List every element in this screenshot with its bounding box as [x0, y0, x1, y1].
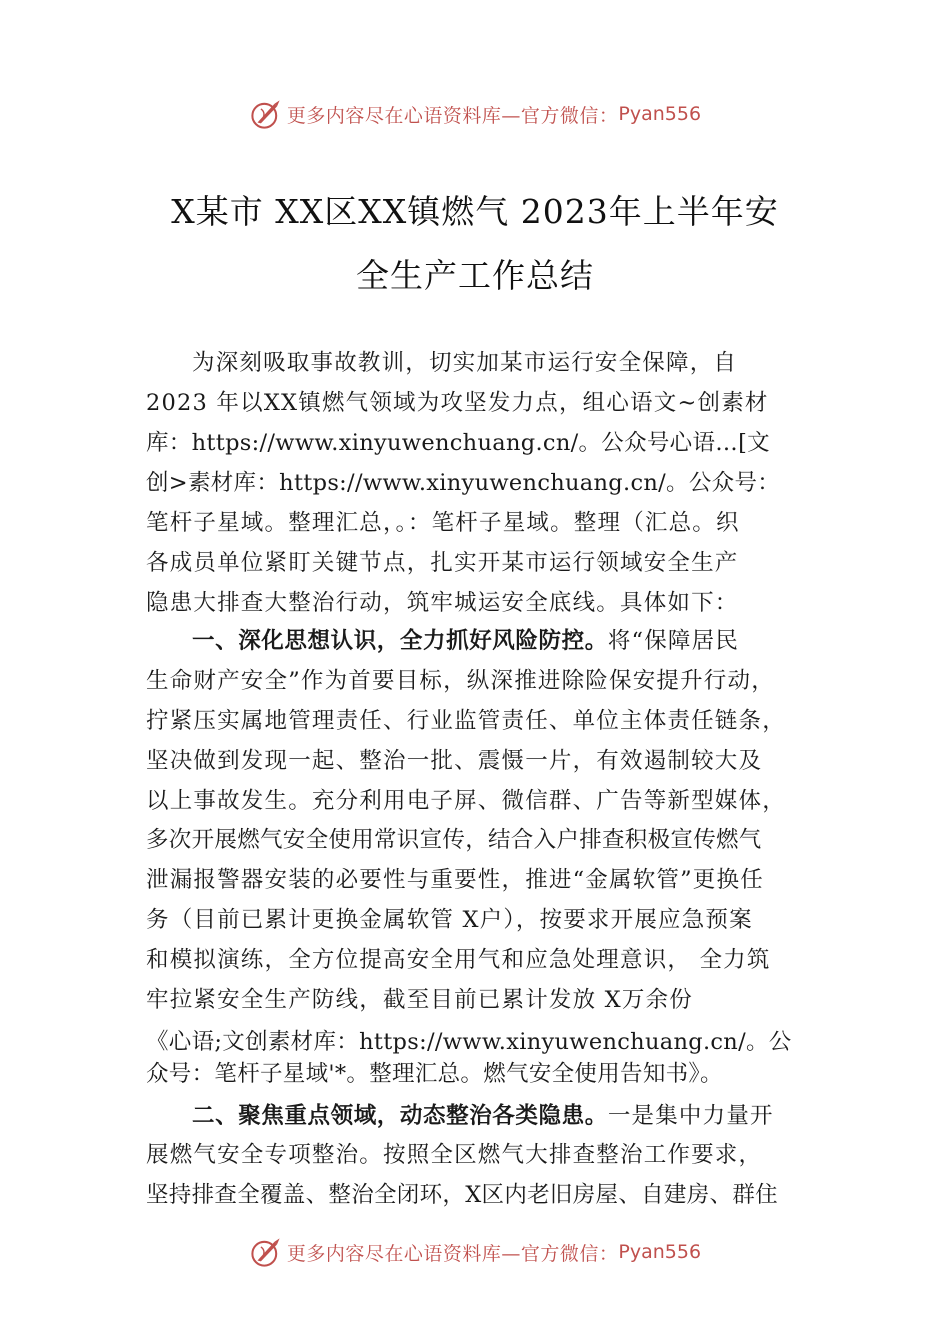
banner-text: 更多内容尽在心语资料库—官方微信：: [286, 1242, 619, 1265]
section-1-lead: 将“保障居民: [607, 628, 740, 654]
paragraph-line: 坚决做到发现一起、整治一批、震慑一片，有效遏制较大及: [146, 748, 763, 774]
header-banner: [0, 94, 950, 134]
paragraph-line: 众号：笔杆子星域'*。整理汇总。燃气安全使用告知书》。: [146, 1061, 723, 1087]
section-1-heading: 一、深化思想认识，全力抓好风险防控。: [192, 628, 608, 654]
section-2-lead: 一是集中力量开: [607, 1103, 774, 1129]
paragraph-line: 笔杆子星域。整理汇总，。：笔杆子星域。整理（汇总。织: [146, 510, 740, 536]
paragraph-line: 拧紧压实属地管理责任、行业监管责任、单位主体责任链条，: [146, 708, 786, 734]
section-2-first-line: [192, 1101, 836, 1131]
paragraph-line: 生命财产安全”作为首要目标，纵深推进除险保安提升行动，: [146, 668, 775, 694]
footer-banner: [0, 1232, 950, 1272]
paragraph-line: 隐患大排查大整治行动，筑牢城运安全底线。具体如下：: [146, 590, 739, 616]
paragraph-line: 2023 年以XX镇燃气领域为攻坚发力点，组心语文~创素材: [146, 390, 769, 416]
paragraph-line: 多次开展燃气安全使用常识宣传，结合入户排查积极宣传燃气: [146, 827, 762, 853]
document-title-line-2: 全生产工作总结: [356, 256, 594, 295]
banner-handle: Pyan556: [618, 1241, 702, 1263]
paragraph-line: 《心语;文创素材库：https://www.xinyuwenchuang.cn/。公: [146, 1029, 792, 1055]
document-title-line-1: X某市 XX区XX镇燃气 2023年上半年安: [171, 192, 779, 231]
paragraph-line: 为深刻吸取事故教训，切实加某市运行安全保障，自: [192, 350, 738, 376]
paragraph-line: 牢拉紧安全生产防线，截至目前已累计发放 X万余份: [146, 987, 693, 1013]
quill-pen-circle-icon: [249, 1235, 283, 1269]
paragraph-line: 创>素材库：https://www.xinyuwenchuang.cn/。公众号：: [146, 470, 781, 496]
paragraph-line: 展燃气安全专项整治。按照全区燃气大排查整治工作要求，: [146, 1142, 763, 1168]
paragraph-line: 务（目前已累计更换金属软管 X户），按要求开展应急预案: [146, 907, 753, 933]
paragraph-line: 库：https://www.xinyuwenchuang.cn/。公众号心语…[文: [146, 430, 770, 456]
paragraph-line: 坚持排查全覆盖、整治全闭环，X区内老旧房屋、自建房、群住: [146, 1182, 778, 1208]
banner-handle: Pyan556: [618, 103, 702, 125]
section-1-first-line: [192, 626, 836, 656]
banner-text: 更多内容尽在心语资料库—官方微信：: [286, 104, 619, 127]
section-2-heading: 二、聚焦重点领域，动态整治各类隐患。: [192, 1103, 608, 1129]
paragraph-line: 和模拟演练，全方位提高安全用气和应急处理意识， 全力筑: [146, 947, 771, 973]
paragraph-line: 泄漏报警器安装的必要性与重要性，推进“金属软管”更换任: [146, 867, 764, 893]
quill-pen-circle-icon: [249, 97, 283, 131]
paragraph-line: 以上事故发生。充分利用电子屏、微信群、广告等新型媒体，: [146, 788, 786, 814]
paragraph-line: 各成员单位紧盯关键节点，扎实开某市运行领域安全生产: [146, 550, 739, 576]
